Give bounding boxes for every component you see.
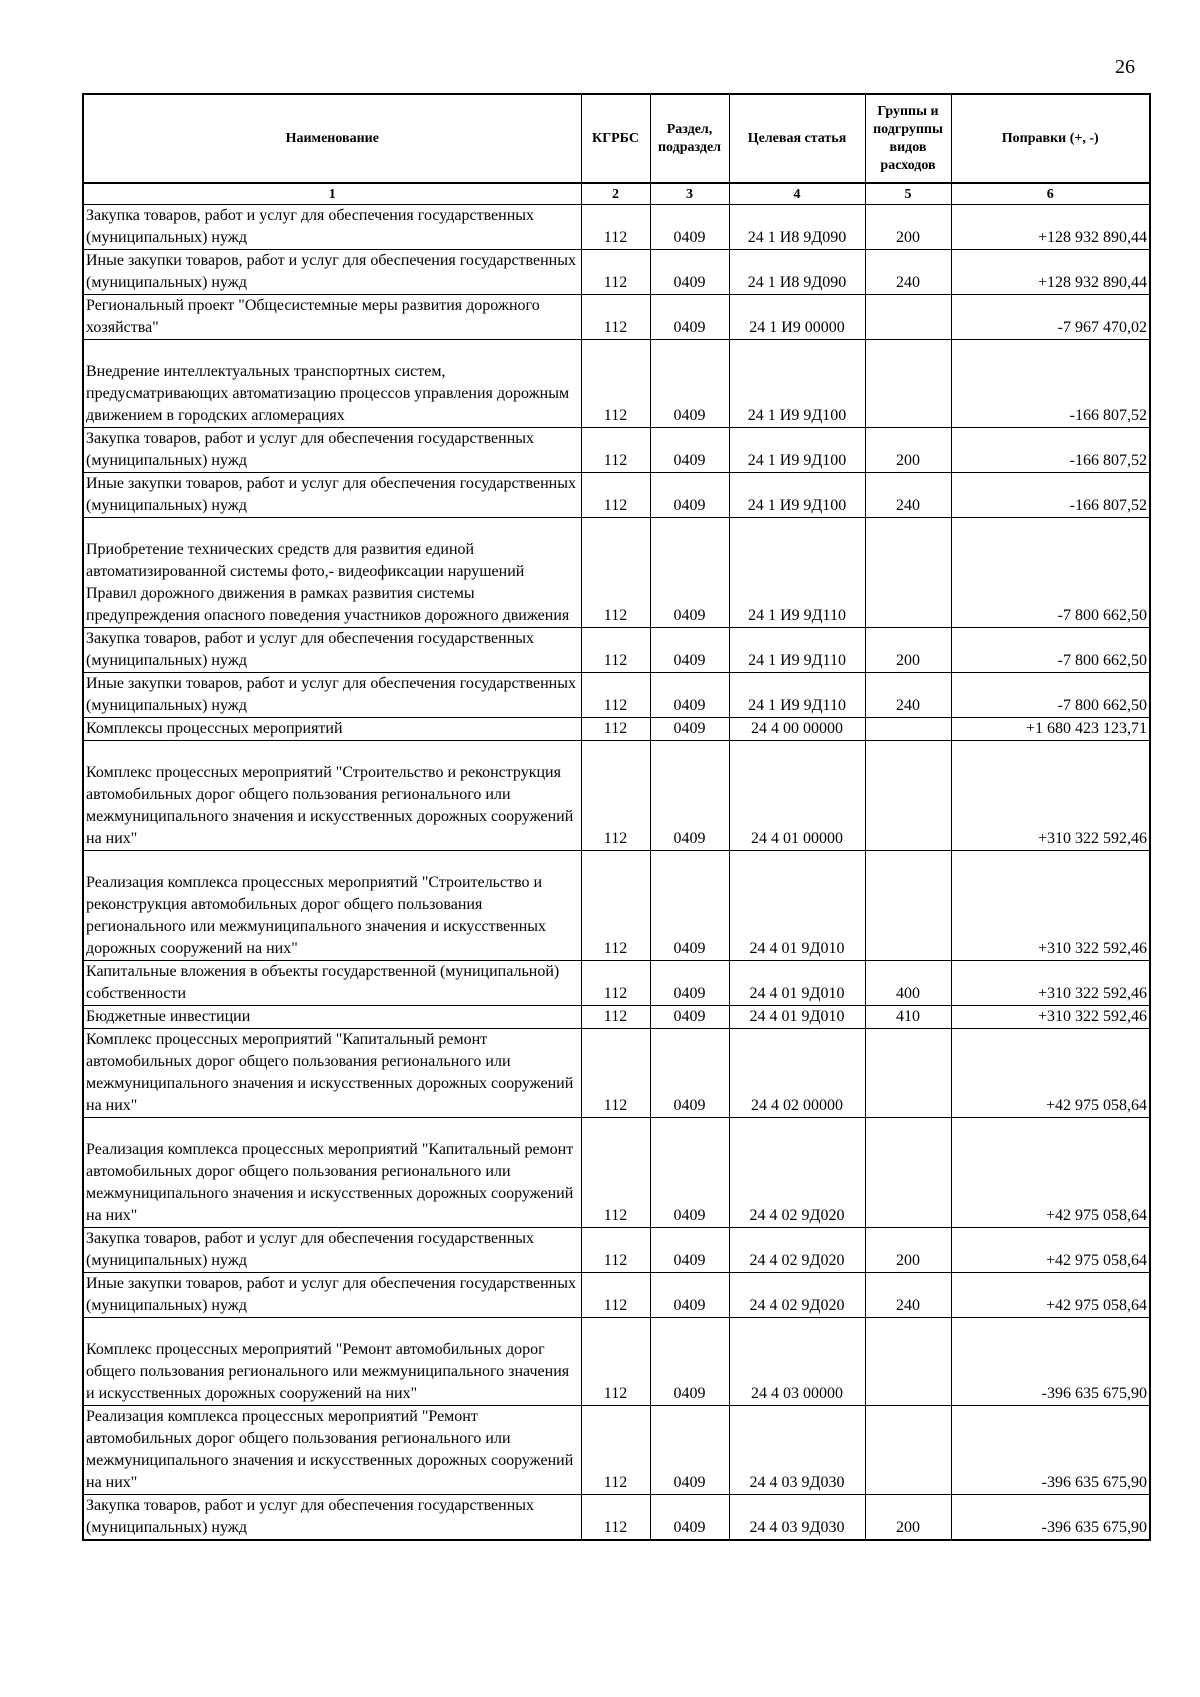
row-target: 24 4 01 00000 <box>729 741 865 851</box>
row-kgrbs: 112 <box>581 851 650 961</box>
row-kgrbs: 112 <box>581 1495 650 1541</box>
row-amount: +310 322 592,46 <box>951 851 1150 961</box>
row-razdel: 0409 <box>650 673 729 718</box>
row-target: 24 1 И9 9Д100 <box>729 340 865 428</box>
row-name: Бюджетные инвестиции <box>83 1006 581 1029</box>
row-amount: +1 680 423 123,71 <box>951 718 1150 741</box>
row-kgrbs: 112 <box>581 295 650 340</box>
row-razdel: 0409 <box>650 205 729 250</box>
row-kgrbs: 112 <box>581 250 650 295</box>
row-razdel: 0409 <box>650 295 729 340</box>
table-row <box>83 628 1150 673</box>
row-razdel: 0409 <box>650 628 729 673</box>
row-amount: -396 635 675,90 <box>951 1406 1150 1495</box>
table-row <box>83 1495 1150 1541</box>
row-target: 24 1 И9 9Д100 <box>729 428 865 473</box>
row-name: Комплексы процессных мероприятий <box>83 718 581 741</box>
row-kgrbs: 112 <box>581 473 650 518</box>
row-name: Комплекс процессных мероприятий "Капитальный ремонт автомобильных дорог общего пользования регионального или межмуниципального значения и искусственных дорожных сооружений на них" <box>83 1029 581 1118</box>
row-name: Капитальные вложения в объекты государственной (муниципальной) собственности <box>83 961 581 1006</box>
column-number: 2 <box>581 183 650 205</box>
row-name: Внедрение интеллектуальных транспортных систем, предусматривающих автоматизацию процессов управления дорожным движением в городских агломерациях <box>83 340 581 428</box>
row-name: Реализация комплекса процессных мероприятий "Ремонт автомобильных дорог общего пользования регионального или межмуниципального значения и искусственных дорожных сооружений на них" <box>83 1406 581 1495</box>
table-row <box>83 961 1150 1006</box>
table-row <box>83 1228 1150 1273</box>
row-kgrbs: 112 <box>581 628 650 673</box>
row-vr: 200 <box>865 628 951 673</box>
row-amount: -7 800 662,50 <box>951 673 1150 718</box>
row-name: Реализация комплекса процессных мероприятий "Капитальный ремонт автомобильных дорог общего пользования регионального или межмуниципального значения и искусственных дорожных сооружений на них" <box>83 1118 581 1228</box>
row-amount: +42 975 058,64 <box>951 1118 1150 1228</box>
table-row <box>83 741 1150 851</box>
row-target: 24 1 И8 9Д090 <box>729 250 865 295</box>
row-amount: -7 967 470,02 <box>951 295 1150 340</box>
row-kgrbs: 112 <box>581 1273 650 1318</box>
row-kgrbs: 112 <box>581 1029 650 1118</box>
row-vr <box>865 340 951 428</box>
table-row <box>83 851 1150 961</box>
row-razdel: 0409 <box>650 741 729 851</box>
row-vr <box>865 718 951 741</box>
row-name: Иные закупки товаров, работ и услуг для обеспечения государственных (муниципальных) нужд <box>83 473 581 518</box>
row-vr <box>865 1118 951 1228</box>
header-groups: Группы и подгруппы видов расходов <box>865 94 951 183</box>
row-vr: 240 <box>865 1273 951 1318</box>
row-vr: 200 <box>865 1228 951 1273</box>
row-kgrbs: 112 <box>581 1118 650 1228</box>
row-razdel: 0409 <box>650 340 729 428</box>
row-kgrbs: 112 <box>581 718 650 741</box>
row-kgrbs: 112 <box>581 673 650 718</box>
row-target: 24 1 И9 9Д110 <box>729 673 865 718</box>
header-kgrbs: КГРБС <box>581 94 650 183</box>
row-amount: +128 932 890,44 <box>951 205 1150 250</box>
table-row <box>83 1006 1150 1029</box>
row-target: 24 1 И8 9Д090 <box>729 205 865 250</box>
header-name: Наименование <box>83 94 581 183</box>
column-number: 6 <box>951 183 1150 205</box>
row-kgrbs: 112 <box>581 1006 650 1029</box>
row-razdel: 0409 <box>650 1006 729 1029</box>
table-row <box>83 1406 1150 1495</box>
row-name: Иные закупки товаров, работ и услуг для обеспечения государственных (муниципальных) нужд <box>83 1273 581 1318</box>
table-row <box>83 673 1150 718</box>
column-number: 1 <box>83 183 581 205</box>
row-name: Иные закупки товаров, работ и услуг для обеспечения государственных (муниципальных) нужд <box>83 673 581 718</box>
row-vr <box>865 295 951 340</box>
row-vr <box>865 1406 951 1495</box>
header-razdel: Раздел, подраздел <box>650 94 729 183</box>
table-row <box>83 518 1150 628</box>
column-number: 4 <box>729 183 865 205</box>
row-target: 24 4 01 9Д010 <box>729 961 865 1006</box>
row-vr: 200 <box>865 1495 951 1541</box>
row-razdel: 0409 <box>650 1029 729 1118</box>
row-name: Региональный проект "Общесистемные меры развития дорожного хозяйства" <box>83 295 581 340</box>
budget-table <box>82 93 1151 1541</box>
row-amount: +310 322 592,46 <box>951 1006 1150 1029</box>
row-vr: 240 <box>865 473 951 518</box>
row-razdel: 0409 <box>650 1273 729 1318</box>
row-target: 24 4 03 9Д030 <box>729 1406 865 1495</box>
row-razdel: 0409 <box>650 1406 729 1495</box>
table-row <box>83 428 1150 473</box>
table-row <box>83 1118 1150 1228</box>
row-name: Закупка товаров, работ и услуг для обеспечения государственных (муниципальных) нужд <box>83 1228 581 1273</box>
column-number: 5 <box>865 183 951 205</box>
row-kgrbs: 112 <box>581 428 650 473</box>
row-razdel: 0409 <box>650 1318 729 1406</box>
row-amount: +310 322 592,46 <box>951 741 1150 851</box>
row-vr: 410 <box>865 1006 951 1029</box>
row-razdel: 0409 <box>650 1118 729 1228</box>
row-razdel: 0409 <box>650 518 729 628</box>
row-kgrbs: 112 <box>581 340 650 428</box>
row-name: Закупка товаров, работ и услуг для обеспечения государственных (муниципальных) нужд <box>83 1495 581 1541</box>
row-kgrbs: 112 <box>581 518 650 628</box>
row-amount: -166 807,52 <box>951 428 1150 473</box>
row-amount: +42 975 058,64 <box>951 1228 1150 1273</box>
row-name: Закупка товаров, работ и услуг для обеспечения государственных (муниципальных) нужд <box>83 428 581 473</box>
header-amendments: Поправки (+, -) <box>951 94 1150 183</box>
page-number: 26 <box>1115 56 1135 78</box>
row-target: 24 1 И9 9Д110 <box>729 518 865 628</box>
row-razdel: 0409 <box>650 1495 729 1541</box>
row-vr: 240 <box>865 673 951 718</box>
row-razdel: 0409 <box>650 250 729 295</box>
table-row <box>83 718 1150 741</box>
table-row <box>83 1273 1150 1318</box>
row-amount: -166 807,52 <box>951 340 1150 428</box>
table-body <box>83 205 1150 1541</box>
row-name: Комплекс процессных мероприятий "Строительство и реконструкция автомобильных дорог общего пользования регионального или межмуниципального значения и искусственных дорожных сооружений на них" <box>83 741 581 851</box>
table-row <box>83 1029 1150 1118</box>
row-razdel: 0409 <box>650 961 729 1006</box>
row-target: 24 1 И9 9Д100 <box>729 473 865 518</box>
row-kgrbs: 112 <box>581 1318 650 1406</box>
header-row <box>83 94 1150 183</box>
row-vr <box>865 851 951 961</box>
row-razdel: 0409 <box>650 428 729 473</box>
column-number-row <box>83 183 1150 205</box>
row-name: Комплекс процессных мероприятий "Ремонт автомобильных дорог общего пользования регионального или межмуниципального значения и искусственных дорожных сооружений на них" <box>83 1318 581 1406</box>
row-kgrbs: 112 <box>581 741 650 851</box>
row-amount: +128 932 890,44 <box>951 250 1150 295</box>
row-target: 24 1 И9 9Д110 <box>729 628 865 673</box>
table-row <box>83 250 1150 295</box>
table-row <box>83 295 1150 340</box>
row-amount: -166 807,52 <box>951 473 1150 518</box>
table-row <box>83 1318 1150 1406</box>
row-razdel: 0409 <box>650 473 729 518</box>
row-name: Закупка товаров, работ и услуг для обеспечения государственных (муниципальных) нужд <box>83 205 581 250</box>
row-amount: +42 975 058,64 <box>951 1273 1150 1318</box>
row-vr: 200 <box>865 428 951 473</box>
table-row <box>83 473 1150 518</box>
row-vr: 200 <box>865 205 951 250</box>
row-target: 24 4 03 9Д030 <box>729 1495 865 1541</box>
row-razdel: 0409 <box>650 718 729 741</box>
row-vr <box>865 518 951 628</box>
row-name: Закупка товаров, работ и услуг для обеспечения государственных (муниципальных) нужд <box>83 628 581 673</box>
row-vr: 240 <box>865 250 951 295</box>
row-name: Иные закупки товаров, работ и услуг для обеспечения государственных (муниципальных) нужд <box>83 250 581 295</box>
row-target: 24 4 00 00000 <box>729 718 865 741</box>
row-amount: -7 800 662,50 <box>951 628 1150 673</box>
row-kgrbs: 112 <box>581 1228 650 1273</box>
table-row <box>83 340 1150 428</box>
row-kgrbs: 112 <box>581 205 650 250</box>
row-target: 24 1 И9 00000 <box>729 295 865 340</box>
row-vr: 400 <box>865 961 951 1006</box>
row-target: 24 4 01 9Д010 <box>729 1006 865 1029</box>
row-name: Реализация комплекса процессных мероприятий "Строительство и реконструкция автомобильных дорог общего пользования регионального или межмуниципального значения и искусственных дорожных сооружений на них" <box>83 851 581 961</box>
column-number: 3 <box>650 183 729 205</box>
row-amount: +310 322 592,46 <box>951 961 1150 1006</box>
row-target: 24 4 02 00000 <box>729 1029 865 1118</box>
row-vr <box>865 1318 951 1406</box>
row-amount: +42 975 058,64 <box>951 1029 1150 1118</box>
table-row <box>83 205 1150 250</box>
row-target: 24 4 03 00000 <box>729 1318 865 1406</box>
row-vr <box>865 1029 951 1118</box>
row-target: 24 4 01 9Д010 <box>729 851 865 961</box>
row-kgrbs: 112 <box>581 961 650 1006</box>
row-amount: -7 800 662,50 <box>951 518 1150 628</box>
row-amount: -396 635 675,90 <box>951 1495 1150 1541</box>
row-target: 24 4 02 9Д020 <box>729 1273 865 1318</box>
row-target: 24 4 02 9Д020 <box>729 1118 865 1228</box>
row-target: 24 4 02 9Д020 <box>729 1228 865 1273</box>
row-razdel: 0409 <box>650 1228 729 1273</box>
row-name: Приобретение технических средств для развития единой автоматизированной системы фото,- видеофиксации нарушений Правил дорожного движения в рамках развития системы предупреждения опасного поведения участников дорожного движения <box>83 518 581 628</box>
row-amount: -396 635 675,90 <box>951 1318 1150 1406</box>
row-kgrbs: 112 <box>581 1406 650 1495</box>
row-vr <box>865 741 951 851</box>
row-razdel: 0409 <box>650 851 729 961</box>
header-target: Целевая статья <box>729 94 865 183</box>
